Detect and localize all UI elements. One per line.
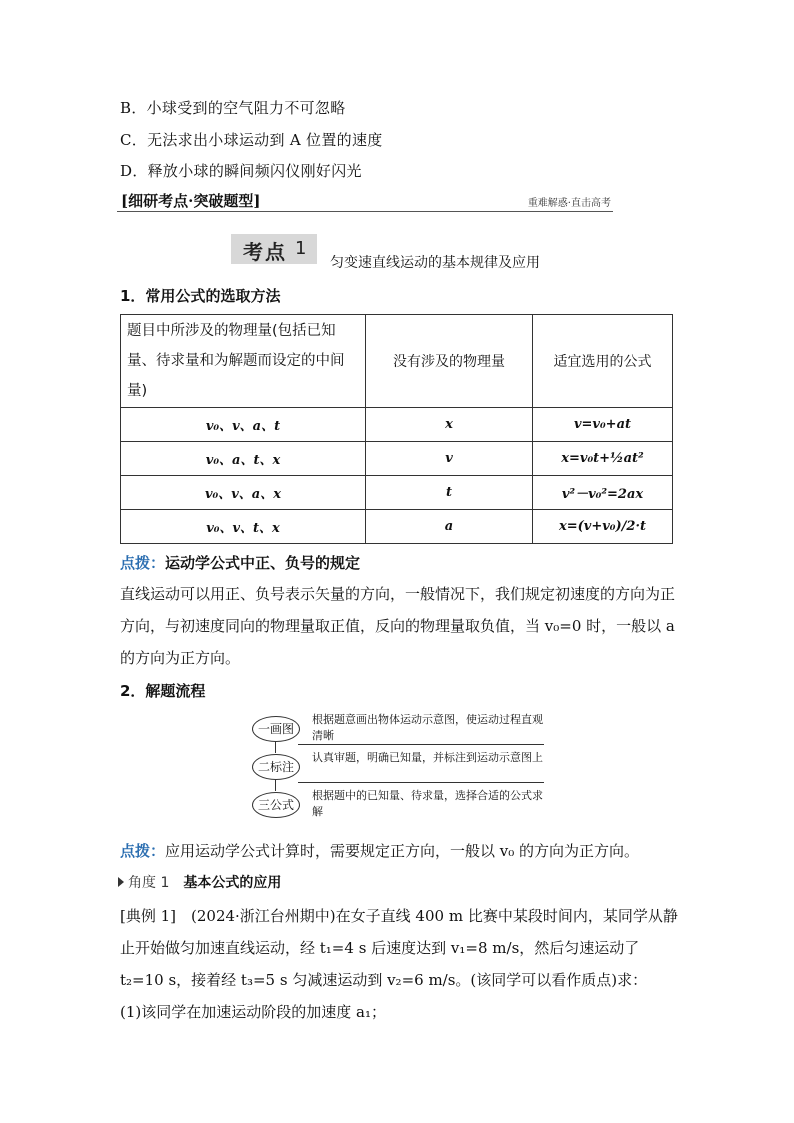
example-problem: [典例 1] (2024·浙江台州期中)在女子直线 400 m 比赛中某段时间内，某同学从静止开始做匀加速直线运动，经 t₁=4 s 后速度达到 v₁=8 m/s，然后匀速运动了 t₂=10 s，接着经 t₃=5 s 匀减速运动到 v₂=6 m/s。(该同学可以看作质点)求： [120, 907, 678, 989]
flow-divider [298, 782, 544, 783]
table-cell-formula: x=v₀t+½at² [533, 442, 673, 476]
heading-formula-selection: 1．常用公式的选取方法 [120, 287, 281, 305]
angle-heading [118, 872, 281, 892]
triangle-icon [118, 877, 124, 887]
table-cell-missing: v [366, 442, 533, 476]
option-c: C．无法求出小球运动到 A 位置的速度 [120, 131, 383, 149]
table-header-cell: 适宜选用的公式 [533, 315, 673, 408]
table-cell-vars: v₀、a、t、x [121, 442, 366, 476]
flow-arrow [275, 779, 276, 791]
tip-sign-rule [120, 552, 360, 573]
table-row [121, 442, 673, 476]
table-header-cell: 没有涉及的物理量 [366, 315, 533, 408]
section-subtitle: 重难解惑·直击高考 [527, 198, 611, 209]
flow-desc-mark: 认真审题，明确已知量，并标注到运动示意图上 [312, 751, 543, 764]
table-cell-missing: x [366, 408, 533, 442]
tip-text: 运动学公式中正、负号的规定 [165, 554, 361, 572]
table-cell-vars: v₀、v、a、x [121, 476, 366, 510]
table-cell-missing: a [366, 510, 533, 544]
section-divider [117, 211, 613, 212]
table-cell-missing: t [366, 476, 533, 510]
formula-table [120, 314, 673, 544]
flow-desc-formula: 根据题中的已知量、待求量，选择合适的公式求解 [312, 789, 543, 818]
table-cell-vars: v₀、v、a、t [121, 408, 366, 442]
flow-divider [298, 744, 544, 745]
flow-step-draw: 一画图 [252, 716, 300, 742]
section-title: [细研考点·突破题型] [121, 192, 261, 210]
option-d: D．释放小球的瞬间频闪仪刚好闪光 [120, 162, 362, 180]
tip-label: 点拨： [120, 842, 166, 860]
table-cell-vars: v₀、v、t、x [121, 510, 366, 544]
solving-flowchart [250, 710, 550, 825]
heading-solving-process: 2．解题流程 [120, 682, 206, 700]
tip-label: 点拨： [120, 554, 166, 572]
table-cell-formula: v=v₀+at [533, 408, 673, 442]
table-header-cell: 题目中所涉及的物理量(包括已知量、待求量和为解题而设定的中间量) [121, 315, 366, 408]
flow-arrow [275, 741, 276, 753]
kaodian-title: 匀变速直线运动的基本规律及应用 [330, 255, 540, 271]
kaodian-label: 考点 [243, 240, 287, 264]
table-cell-formula: x=(v+v₀)/2·t [533, 510, 673, 544]
paragraph-sign-convention: 直线运动可以用正、负号表示矢量的方向，一般情况下，我们规定初速度的方向为正方向，与初速度同向的物理量取正值，反向的物理量取负值，当 v₀=0 时，一般以 a 的方向为正方向。 [120, 585, 676, 667]
table-cell-formula: v²－v₀²=2ax [533, 476, 673, 510]
angle-name: 基本公式的应用 [183, 875, 282, 891]
option-b: B．小球受到的空气阻力不可忽略 [120, 99, 346, 117]
table-row [121, 476, 673, 510]
table-row [121, 408, 673, 442]
question-1: (1)该同学在加速运动阶段的加速度 a₁； [120, 1003, 386, 1021]
section-header [117, 190, 613, 212]
angle-tag: 角度 1 [128, 875, 170, 891]
kaodian-badge [231, 234, 317, 264]
tip-direction [120, 840, 639, 861]
flow-desc-draw: 根据题意画出物体运动示意图，使运动过程直观清晰 [312, 713, 543, 742]
flow-step-formula: 三公式 [252, 792, 300, 818]
table-row [121, 510, 673, 544]
tip-text: 应用运动学公式计算时，需要规定正方向，一般以 v₀ 的方向为正方向。 [165, 842, 640, 860]
table-header-row [121, 315, 673, 408]
kaodian-number: 1 [295, 238, 309, 259]
flow-step-mark: 二标注 [252, 754, 300, 780]
